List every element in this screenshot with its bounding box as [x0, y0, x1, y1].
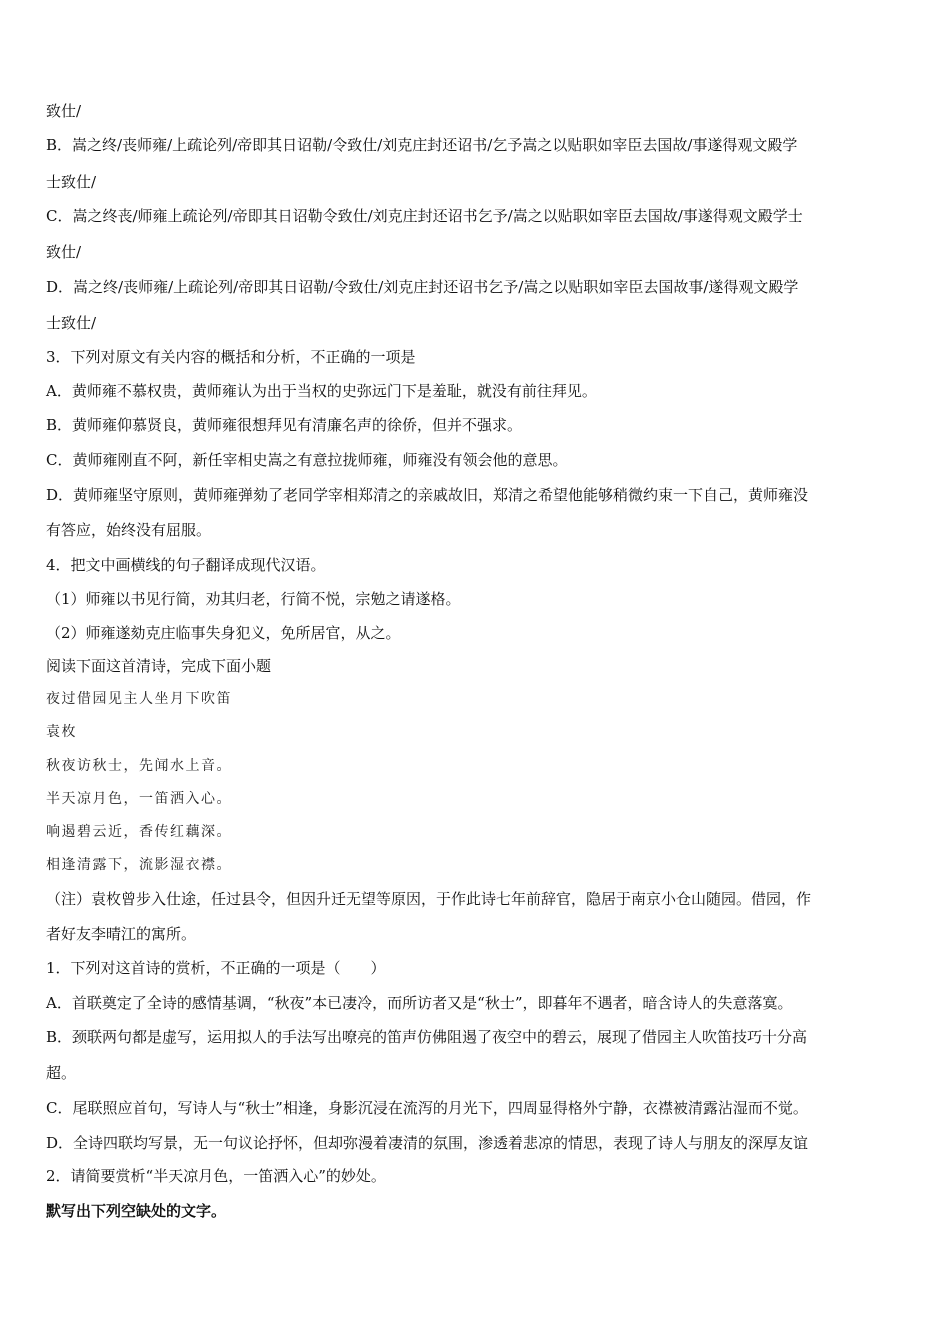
poem-line-3: 响遏碧云近，香传红藕深。	[46, 824, 232, 840]
poem-title: 夜过借园见主人坐月下吹笛	[46, 691, 232, 707]
text-line: 致仕/	[46, 102, 82, 120]
option-d-line: D．嵩之终/丧师雍/上疏论列/帝即其日诏勒/令致仕/刘克庄封还诏书乞予/嵩之以贴职如宰臣去国故事/遂得观文殿学	[46, 278, 799, 296]
q4-item-1: （1）师雍以书见行简，劝其归老，行简不悦，宗勉之请遂格。	[46, 590, 461, 608]
poem-line-2: 半天凉月色，一笛洒入心。	[46, 791, 232, 807]
poem-note: （注）袁枚曾步入仕途，任过县令，但因升迁无望等原因，于作此诗七年前辞官，隐居于南京小仓山随园。借园，作	[46, 890, 812, 908]
poem-question-2: 2．请简要赏析“半天凉月色，一笛洒入心”的妙处。	[46, 1167, 386, 1185]
text-line: 致仕/	[46, 243, 82, 261]
option-b-line: B．嵩之终/丧师雍/上疏论列/帝即其日诏勒/令致仕/刘克庄封还诏书/乞予嵩之以贴职如宰臣去国故/事遂得观文殿学	[46, 136, 798, 154]
poem-author: 袁枚	[46, 724, 77, 740]
question-4: 4．把文中画横线的句子翻译成现代汉语。	[46, 556, 326, 574]
text-line: 士致仕/	[46, 173, 97, 191]
text-line: 士致仕/	[46, 314, 97, 332]
text-line: 超。	[46, 1064, 77, 1082]
pq1-option-c: C．尾联照应首句，写诗人与“秋士”相逢，身影沉浸在流泻的月光下，四周显得格外宁静，衣襟被清露沾湿而不觉。	[46, 1099, 808, 1117]
poem-line-1: 秋夜访秋士，先闻水上音。	[46, 758, 232, 774]
reading-instruction: 阅读下面这首清诗，完成下面小题	[46, 657, 272, 675]
poem-line-4: 相逢清露下，流影湿衣襟。	[46, 857, 232, 873]
pq1-option-d: D．全诗四联均写景，无一句议论抒怀，但却弥漫着凄清的氛围，渗透着悲凉的情思，表现了诗人与朋友的深厚友谊	[46, 1134, 809, 1152]
text-line: 有答应，始终没有屈服。	[46, 521, 212, 539]
pq1-option-b: B．颈联两句都是虚写，运用拟人的手法写出嘹亮的笛声仿佛阻遏了夜空中的碧云，展现了借园主人吹笛技巧十分高	[46, 1028, 808, 1046]
text-line: 者好友李晴江的寓所。	[46, 925, 197, 943]
q3-option-b: B．黄师雍仰慕贤良，黄师雍很想拜见有清廉名声的徐侨，但并不强求。	[46, 416, 523, 434]
q3-option-d: D．黄师雍坚守原则，黄师雍弹劾了老同学宰相郑清之的亲戚故旧，郑清之希望他能够稍微约束一下自己，黄师雍没	[46, 486, 809, 504]
q3-option-a: A．黄师雍不慕权贵，黄师雍认为出于当权的史弥远门下是羞耻，就没有前往拜见。	[46, 382, 597, 400]
poem-question-1: 1．下列对这首诗的赏析，不正确的一项是（ ）	[46, 959, 386, 977]
pq1-option-a: A．首联奠定了全诗的感情基调，“秋夜”本已凄冷，而所访者又是“秋士”，即暮年不遇者，暗含诗人的失意落寞。	[46, 994, 793, 1012]
question-3: 3．下列对原文有关内容的概括和分析，不正确的一项是	[46, 348, 416, 366]
option-c-line: C．嵩之终丧/师雍上疏论列/帝即其日诏勒令致仕/刘克庄封还诏书乞予/嵩之以贴职如宰臣去国故/事遂得观文殿学士	[46, 207, 803, 225]
q3-option-c: C．黄师雍刚直不阿，新任宰相史嵩之有意拉拢师雍，师雍没有领会他的意思。	[46, 451, 568, 469]
q4-item-2: （2）师雍遂劾克庄临事失身犯义，免所居官，从之。	[46, 624, 401, 642]
section-heading: 默写出下列空缺处的文字。	[46, 1202, 227, 1220]
